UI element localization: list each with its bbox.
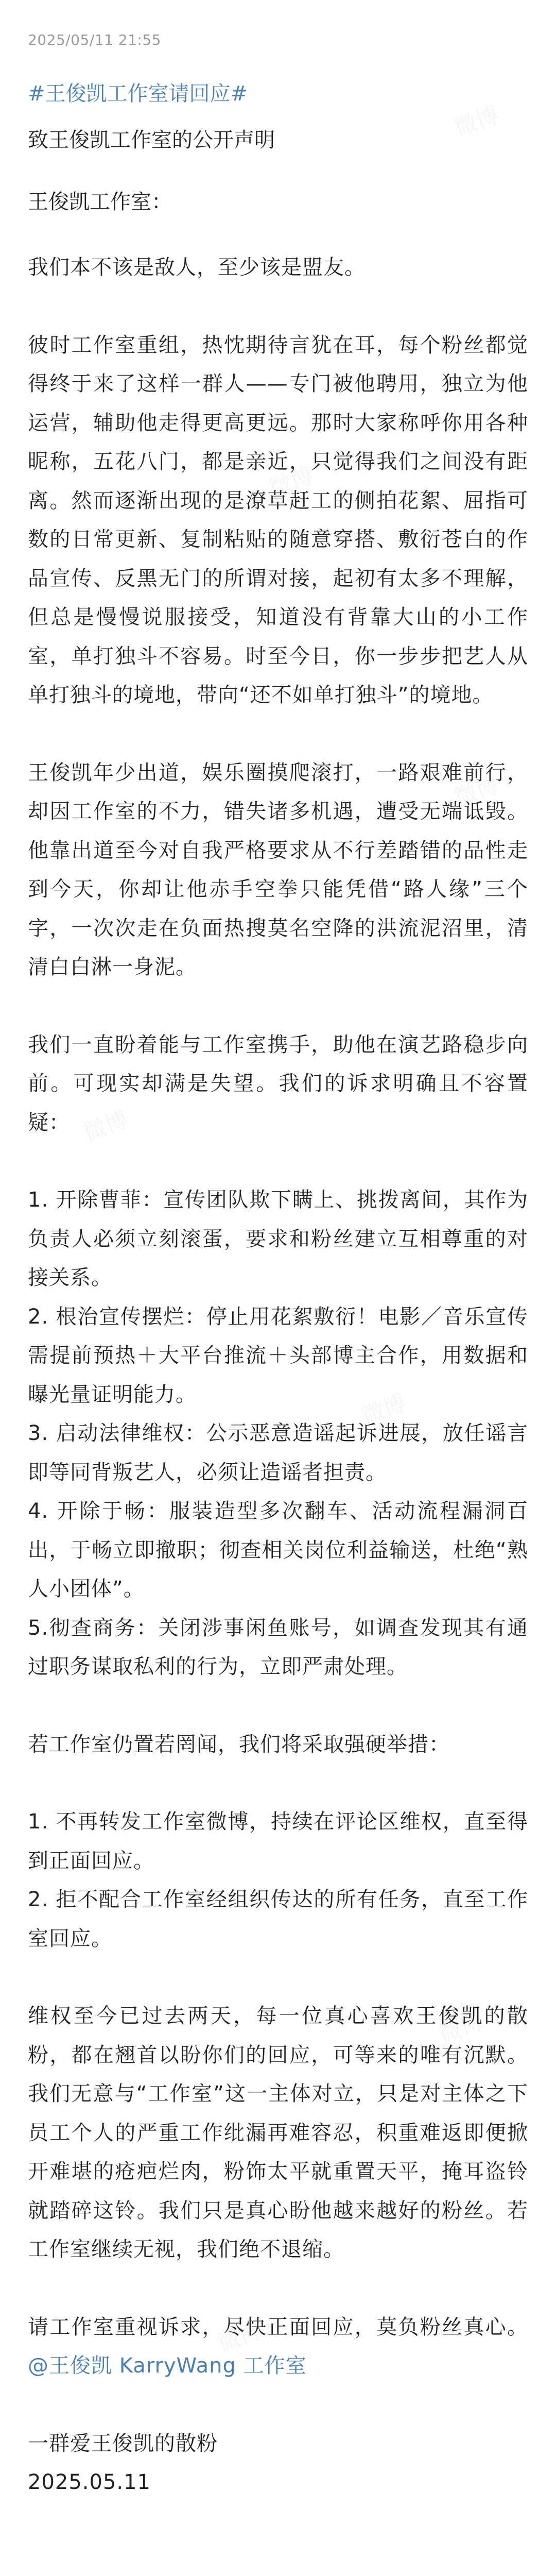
paragraph-1: 我们本不该是敌人，至少该是盟友。 [28, 256, 366, 279]
paragraph-3: 王俊凯年少出道，娱乐圈摸爬滚打，一路艰难前行，却因工作室的不力，错失诸多机遇，遭受无端诋毁。他靠出道至今对自我严格要求从不行差踏错的品性走到今天，你却让他赤手空拳只能凭借“路人缘”三个字，一次次走在负面热搜莫名空降的洪流泥沼里，清清白白淋一身泥。 [28, 760, 528, 979]
post-timestamp: 2025/05/11 21:55 [28, 31, 161, 48]
salutation: 王俊凯工作室： [28, 190, 172, 214]
paragraph-6: 若工作室仍置若罔闻，我们将采取强硬举措： [28, 1732, 450, 1756]
closing-paragraph [28, 2308, 528, 2386]
measures-list: 1. 不再转发工作室微博，持续在评论区维权，直至得到正面回应。 2. 拒不配合工作室经组织传达的所有任务，直至工作室回应。 [28, 1810, 528, 1951]
paragraph-2: 彼时工作室重组，热忱期待言犹在耳，每个粉丝都觉得终于来了这样一群人——专门被他聘用，独立为他运营，辅助他走得更高更远。那时大家称呼你用各种昵称，五花八门，都是亲近，只觉得我们之间没有距离。然而逐渐出现的是潦草赶工的侧拍花絮、屈指可数的日常更新、复制粘贴的随意穿搭、敷衍苍白的作品宣传、反黑无门的所谓对接，起初有太多不理解，但总是慢慢说服接受，知道没有背靠大山的小工作室，单打独斗不容易。时至今日，你一步步把艺人从单打独斗的境地，带向“还不如单打独斗”的境地。 [28, 333, 528, 707]
signature-date: 2025.05.11 [28, 2470, 151, 2494]
paragraph-4: 我们一直盼着能与工作室携手，助他在演艺路稳步向前。可现实却满是失望。我们的诉求明确且不容置疑： [28, 1032, 528, 1134]
demands-list: 1. 开除曹菲：宣传团队欺下瞒上、挑拨离间，其作为负责人必须立刻滚蛋，要求和粉丝建立互相尊重的对接关系。 2. 根治宣传摆烂：停止用花絮敷衍！电影／音乐宣传需提前预热＋大平台推流＋头部博主合作，用数据和曝光量证明能力。 3. 启动法律维权：公示恶意造谣起诉进展，放任谣言即等同背叛艺人，必须让造谣者担责。 4. 开除于畅：服装造型多次翻车、活动流程漏洞百出，于畅立即撤职；彻查相关岗位利益输送，杜绝“熟人小团体”。 5.彻查商务：关闭涉事闲鱼账号，如调查发现其有通过职务谋取私利的行为，立即严肃处理。 [28, 1188, 528, 1679]
studio-mention-link[interactable]: @王俊凯 KarryWang 工作室 [28, 2354, 307, 2378]
signature: 一群爱王俊凯的散粉 [28, 2431, 218, 2455]
statement-title: 致王俊凯工作室的公开声明 [28, 128, 275, 152]
closing-text: 请工作室重视诉求，尽快正面回应，莫负粉丝真心。 [28, 2315, 528, 2339]
topic-hashtag-link[interactable]: #王俊凯工作室请回应# [28, 82, 248, 106]
paragraph-8: 维权至今已过去两天，每一位真心喜欢王俊凯的散粉，都在翘首以盼你们的回应，可等来的唯有沉默。我们无意与“工作室”这一主体对立，只是对主体之下员工个人的严重工作纰漏再难容忍，积重难返即便掀开难堪的疮疤烂肉，粉饰太平就重置天平，掩耳盗铃就踏碎这铃。我们只是真心盼他越来越好的粉丝。若工作室继续无视，我们绝不退缩。 [28, 2004, 528, 2261]
